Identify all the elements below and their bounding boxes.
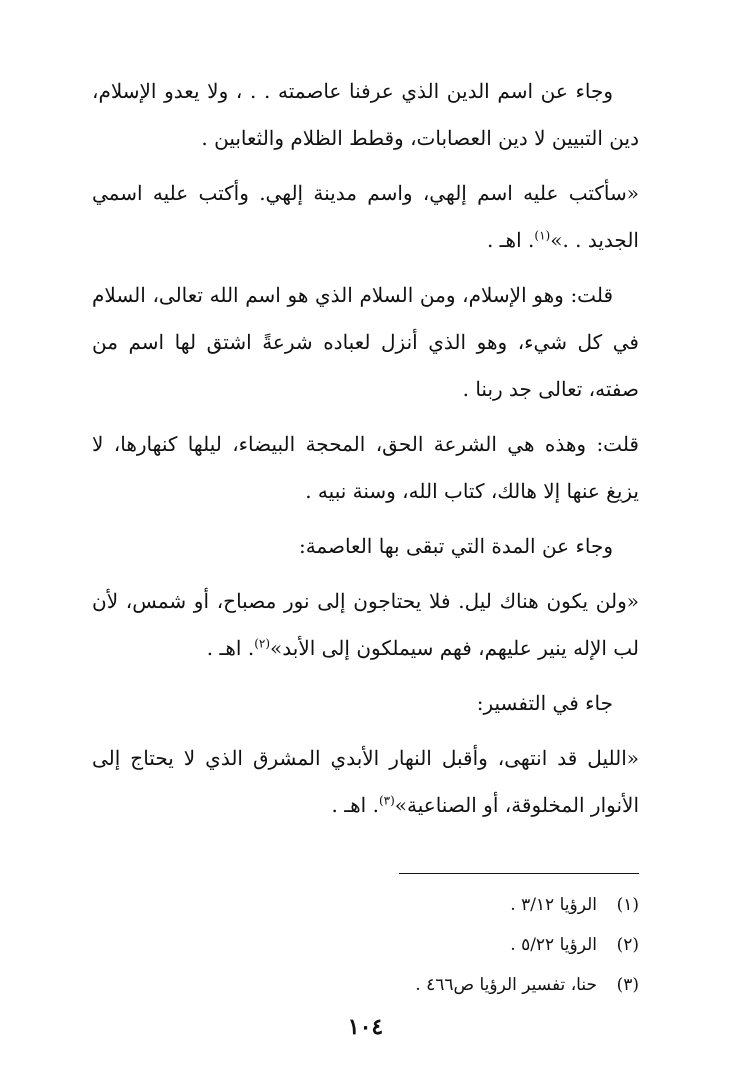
paragraph-6: «ولن يكون هناك ليل. فلا يحتاجون إلى نور مصباح، أو شمس، لأن لب الإله ينير عليهم، فهم سيملكون إلى الأبد»$^{(٢)}$. اهـ . xyxy=(92,589,639,660)
footnote-number: (٢) xyxy=(616,935,639,955)
paragraph-4: قلت: وهذه هي الشرعة الحق، المحجة البيضاء، ليلها كنهارها، لا يزيغ عنها إلا هالك، كتاب الله، وسنة نبيه . xyxy=(92,432,639,503)
footnote-2 xyxy=(92,925,639,965)
footnote-text: الرؤيا ٣/١٢ . xyxy=(510,895,597,915)
footnotes xyxy=(92,885,639,1005)
paragraph-2: «سأكتب عليه اسم إلهي، واسم مدينة إلهي. وأكتب عليه اسمي الجديد . .»$^{(١)}$. اهـ . xyxy=(92,181,639,252)
paragraph-5: وجاء عن المدة التي تبقى بها العاصمة: xyxy=(298,534,613,558)
paragraph-1: وجاء عن اسم الدين الذي عرفنا عاصمته . . ، ولا يعدو الإسلام، دين التبيين لا دين العصابات، وقطط الظلام والثعابين . xyxy=(92,79,639,150)
footnote-1 xyxy=(92,885,639,925)
paragraph-8: «الليل قد انتهى، وأقبل النهار الأبدي المشرق الذي لا يحتاج إلى الأنوار المخلوقة، أو الصناعية»$^{(٣)}$. اهـ . xyxy=(92,746,639,817)
body-text xyxy=(92,68,639,837)
page-number: ١٠٤ xyxy=(347,1014,384,1040)
footnote-number: (٣) xyxy=(616,975,639,995)
paragraph-7: جاء في التفسير: xyxy=(476,691,613,715)
footnote-divider xyxy=(399,873,639,874)
footnote-ref-1: (١) xyxy=(534,228,551,243)
footnote-text: الرؤيا ٥/٢٢ . xyxy=(510,935,597,955)
footnote-text: حنا، تفسير الرؤيا ص٤٦٦ . xyxy=(415,975,597,995)
footnote-ref-3: (٣) xyxy=(378,793,395,808)
footnote-ref-2: (٢) xyxy=(254,636,271,651)
footnote-number: (١) xyxy=(616,895,639,915)
paragraph-3: قلت: وهو الإسلام، ومن السلام الذي هو اسم الله تعالى، السلام في كل شيء، وهو الذي أنزل لعباده شرعةً اشتق لها اسم من صفته، تعالى جد ربنا . xyxy=(92,283,639,401)
footnote-3 xyxy=(92,965,639,1005)
